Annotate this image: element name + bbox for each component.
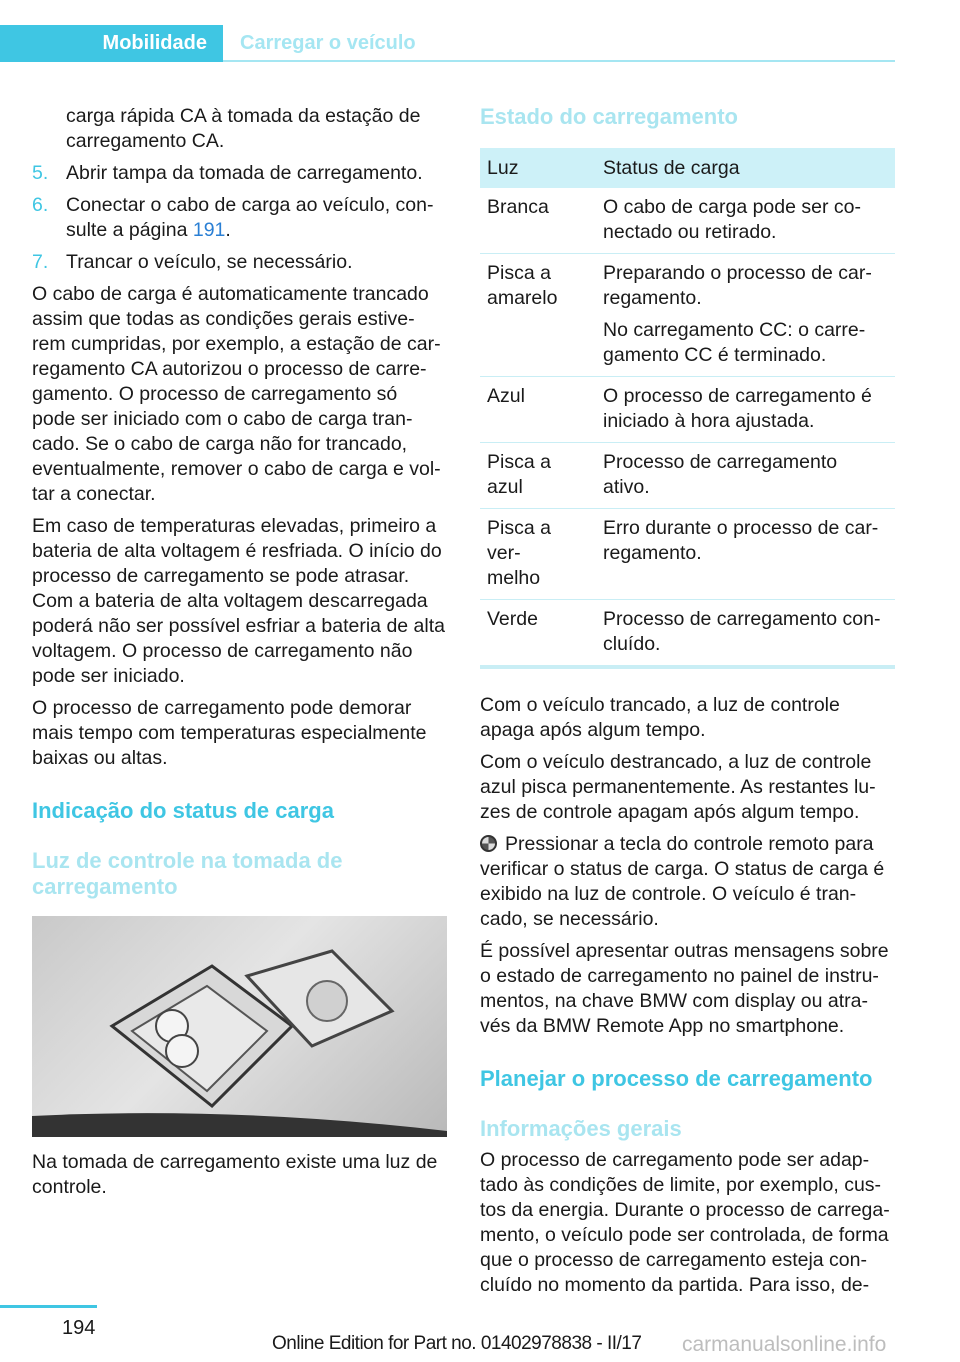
step-text-end: . [225, 219, 231, 241]
column-header: Luz [480, 148, 596, 188]
status-extra: No carregamento CC: o carre- gamento CC é terminado. [603, 319, 866, 366]
right-column [480, 104, 898, 1305]
table-row [480, 443, 895, 509]
table-row [480, 377, 895, 443]
status-text: Preparando o processo de car- regamento. [603, 262, 872, 309]
heading-plan-charging: Planejar o processo de carregamento [480, 1066, 873, 1091]
remote-text: Pressionar a tecla do controle remoto para verificar o status de carga. O status de carga é exibido na luz de controle. O veículo é tran- cado, se necessário. [480, 833, 885, 930]
step-text: Trancar o veículo, se necessário. [66, 251, 353, 273]
heading-general-info: Informações gerais [480, 1116, 682, 1141]
step-number: 5. [32, 162, 49, 184]
paragraph: Com o veículo destrancado, a luz de controle azul pisca permanentemente. As restantes lu- zes de controle apagam após algum tempo. [480, 751, 876, 823]
table-row [480, 509, 895, 600]
step-number: 7. [32, 251, 49, 273]
header-divider [223, 60, 895, 62]
page-number: 194 [62, 1317, 96, 1339]
cell-status: Processo de carregamento ativo. [596, 443, 895, 509]
step-text: Conectar o cabo de carga ao veículo, con- sulte a página [66, 194, 434, 241]
charging-status-table [480, 148, 895, 669]
edition-text: Online Edition for Part no. 01402978838 - II/17 [272, 1333, 642, 1354]
heading-charging-state: Estado do carregamento [480, 104, 738, 129]
cell-light: Pisca a amarelo [480, 254, 596, 377]
bmw-logo-icon [480, 835, 497, 852]
cell-status: Erro durante o processo de car- regamento. [596, 509, 895, 600]
table-row [480, 188, 895, 254]
table-header [480, 148, 895, 188]
section-title: Carregar o veículo [240, 32, 416, 54]
list-item [32, 161, 450, 186]
step-text: Abrir tampa da tomada de carregamento. [66, 162, 423, 184]
heading-status: Indicação do status de carga [32, 798, 334, 823]
watermark: carmanualsonline.info [682, 1333, 887, 1356]
paragraph: O processo de carregamento pode ser adap- tado às condições de limite, por exemplo, cus- tos da energia. Durante o processo de carrega- mento, o veículo pode ser controlada, de forma que o processo de carregamento esteja con- cluído no momento da partida. Para isso, de- [480, 1149, 890, 1296]
heading-control-light: Luz de controle na tomada de carregamento [32, 848, 343, 899]
cell-light: Branca [480, 188, 596, 254]
charging-socket-image [32, 916, 447, 1137]
intro-text: carga rápida CA à tomada da estação de carregamento CA. [66, 105, 421, 152]
column-header: Status de carga [596, 148, 895, 188]
paragraph: Com o veículo trancado, a luz de controle apaga após algum tempo. [480, 694, 840, 741]
table-row [480, 254, 895, 377]
list-item [32, 193, 450, 243]
paragraph: Em caso de temperaturas elevadas, primeiro a bateria de alta voltagem é resfriada. O início do processo de carregamento se pode atrasar. Com a bateria de alta voltagem descarregada poderá não ser possível esfriar a bateria de alta voltagem. O processo de carregamento não pode ser iniciado. [32, 515, 445, 687]
chapter-tab: Mobilidade [0, 25, 223, 62]
cell-light: Pisca a ver- melho [480, 509, 596, 600]
cell-status: Processo de carregamento con- cluído. [596, 600, 895, 668]
footer-divider [0, 1305, 97, 1308]
paragraph: O cabo de carga é automaticamente trancado assim que todas as condições gerais estive- rem cumpridas, por exemplo, a estação de car- regamento CA autorizou o processo de carre- gamento. O processo de carregamento só pode ser iniciado com o cabo de carga tran- cado. Se o cabo de carga não for trancado, eventualmente, remover o cabo de carga e vol- tar a conectar. [32, 283, 441, 505]
cell-light: Verde [480, 600, 596, 668]
step-number: 6. [32, 194, 49, 216]
paragraph: O processo de carregamento pode demorar mais tempo com temperaturas especialmente baixas ou altas. [32, 697, 427, 769]
paragraph [480, 832, 898, 932]
page-link[interactable]: 191 [192, 219, 226, 241]
cell-status: O cabo de carga pode ser co- nectado ou retirado. [596, 188, 895, 254]
paragraph: É possível apresentar outras mensagens sobre o estado de carregamento no painel de instru- mentos, na chave BMW com display ou atra- vés da BMW Remote App no smartphone. [480, 940, 889, 1037]
cell-light: Pisca a azul [480, 443, 596, 509]
table-row [480, 600, 895, 668]
cell-status: O processo de carregamento é iniciado à hora ajustada. [596, 377, 895, 443]
image-caption: Na tomada de carregamento existe uma luz de controle. [32, 1151, 438, 1198]
cell-status [596, 254, 895, 377]
left-column [32, 104, 450, 1207]
list-item [32, 250, 450, 275]
cell-light: Azul [480, 377, 596, 443]
